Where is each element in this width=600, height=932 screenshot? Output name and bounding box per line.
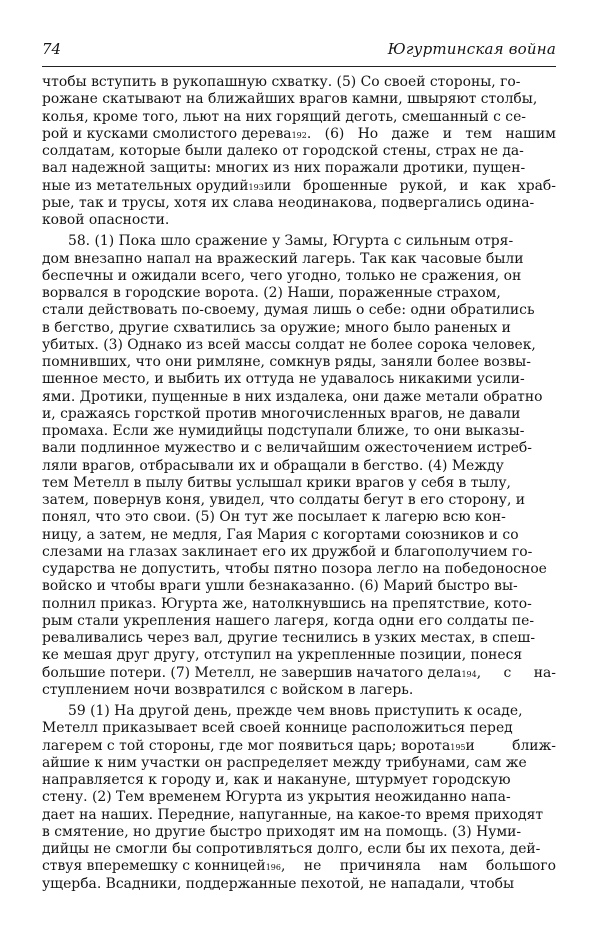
line-text: ступлением ночи возвратился с войском в лагерь. — [42, 681, 414, 698]
running-title: Югуртинская война — [387, 40, 556, 58]
line-text: ями. Дротики, пущенные в них издалека, они даже метали обратно — [42, 388, 543, 405]
line-text: затем, повернув коня, увидел, что солдаты бегут в его сторону, и — [42, 492, 526, 508]
line-text: промаха. Если же нумидийцы подступали ближе, то они выказы- — [42, 423, 525, 439]
line-text-tail: , не причиняла нам большого — [280, 858, 556, 875]
line-text: ствуя вперемешку с конницей — [42, 858, 266, 875]
text-line — [42, 841, 556, 858]
text-line — [42, 406, 556, 423]
line-text: сударства не допустить, чтобы пятно позора легло на победоносное — [42, 561, 547, 577]
text-line — [42, 91, 556, 108]
line-text: убитых. (3) Однако из всей массы солдат не более сорока человек, — [42, 336, 536, 353]
line-text-tail: . (6) Но даже и тем нашим — [306, 125, 556, 142]
text-line — [42, 458, 556, 475]
header-rule — [42, 66, 556, 67]
line-text: ницу, а затем, не медля, Гая Мария с когортами союзников и со — [42, 526, 519, 543]
line-text: тем Метелл в пылу битвы услышал крики врагов у себя в тылу, — [42, 474, 511, 491]
text-line — [42, 578, 556, 595]
line-text: ные из метательных орудий — [42, 177, 249, 194]
line-text: Метелл приказывает всей своей коннице расположиться перед — [42, 720, 513, 737]
line-text: беспечны и ожидали всего, чего угодно, только не сражения, он — [42, 267, 522, 284]
text-line — [42, 423, 556, 440]
text-line — [42, 354, 556, 371]
text-line — [42, 824, 556, 841]
line-text: стену. (2) Тем временем Югурта из укрытия неожиданно напа- — [42, 789, 511, 806]
line-text: войско и чтобы враги ушли безнаказанно. (6) Марий быстро вы- — [42, 578, 518, 595]
line-text: дийцы не смогли бы сопротивляться долго, если бы их пехота, дей- — [42, 841, 541, 857]
text-line — [42, 440, 556, 457]
line-text: дает на наших. Передние, напуганные, на какое-то время приходят — [42, 806, 544, 823]
line-text: ворвался в городские ворота. (2) Наши, пораженные страхом, — [42, 285, 501, 301]
page-header — [42, 40, 556, 62]
text-line: ствуя вперемешку с конницей 196 , не причиняла нам большого — [42, 858, 556, 875]
line-text: рым стали укрепления нашего лагеря, когда одни его солдаты пе- — [42, 612, 535, 629]
text-line — [42, 630, 556, 647]
line-text: понял, что это свои. (5) Он тут же посылает к лагерю всю кон- — [42, 509, 506, 526]
text-line: ные из метательных орудий 193 или брошенные рукой, и как храб- — [42, 177, 556, 194]
text-line — [42, 160, 556, 177]
text-line — [42, 302, 556, 319]
body-text — [42, 74, 556, 893]
line-text-tail: , с на- — [476, 664, 556, 681]
text-line — [42, 789, 556, 806]
line-text: ущерба. Всадники, поддержанные пехотой, не нападали, чтобы — [42, 875, 515, 892]
line-text: айшие к ним участки он распределяет между трибунами, сам же — [42, 754, 527, 771]
text-line — [42, 772, 556, 789]
line-text: и, сражаясь горсткой против многочисленных врагов, не давали — [42, 405, 521, 422]
page-number: 74 — [42, 40, 62, 58]
line-text: ке мешая друг другу, отступил на укрепленные позиции, понеся — [42, 647, 523, 664]
line-text: помнивших, что они римляне, сомкнув ряды, заняли более возвы- — [42, 354, 531, 370]
line-text: дом внезапно напал на вражеский лагерь. Так как часовые были — [42, 250, 524, 267]
line-text: 59 (1) На другой день, прежде чем вновь приступить к осаде, — [68, 703, 523, 719]
line-text: реваливались через вал, другие теснились в узких местах, в спеш- — [42, 630, 536, 646]
line-text: вал надежной защиты: многих из них поражали дротики, пущен- — [42, 160, 526, 177]
text-line — [42, 561, 556, 578]
line-text: шенное место, и выбить их оттуда не удавалось никакими усили- — [42, 371, 525, 388]
line-text-tail: или брошенные рукой, и как храб- — [263, 177, 556, 194]
text-line — [42, 320, 556, 337]
text-line — [42, 109, 556, 126]
line-text: полнил приказ. Югурта же, натолкнувшись на препятствие, кото- — [42, 595, 532, 612]
line-text: рой и кусками смолистого дерева — [42, 125, 292, 142]
text-line — [42, 807, 556, 824]
text-line — [42, 492, 556, 509]
line-text-tail: и ближ- — [465, 737, 556, 754]
line-text: стали действовать по-своему, думая лишь о себе: одни обратились — [42, 302, 535, 319]
text-line — [42, 509, 556, 526]
line-text: лагерем с той стороны, где мог появиться царь; ворота — [42, 737, 451, 754]
line-text: чтобы вступить в рукопашную схватку. (5) Со своей стороны, го- — [42, 74, 521, 90]
text-line — [42, 285, 556, 302]
line-text: слезами на глазах заклинает его их дружбой и благополучием го- — [42, 543, 533, 560]
line-text: в бегство, другие схватились за оружие; много было раненых и — [42, 319, 511, 336]
text-line — [42, 371, 556, 388]
text-line — [42, 876, 556, 893]
text-line — [42, 720, 556, 737]
text-line: большие потери. (7) Метелл, не завершив начатого дела 194 , с на- — [42, 664, 556, 681]
text-line — [42, 544, 556, 561]
line-text: ковой опасности. — [42, 212, 170, 228]
text-line — [42, 143, 556, 160]
text-line — [42, 389, 556, 406]
text-line — [42, 647, 556, 664]
text-line — [42, 703, 556, 720]
line-text: большие потери. (7) Метелл, не завершив начатого дела — [42, 664, 462, 681]
text-line — [42, 755, 556, 772]
text-line — [42, 212, 556, 229]
text-line — [42, 195, 556, 212]
text-line: рой и кусками смолистого дерева 192 . (6) Но даже и тем нашим — [42, 125, 556, 142]
text-line — [42, 233, 556, 250]
line-text: колья, кроме того, льют на них горящий деготь, смешанный с се- — [42, 108, 526, 125]
line-text: направляется к городу и, как и накануне, штурмует городскую — [42, 772, 511, 788]
line-text: ляли врагов, отбрасывали их и обращали в бегство. (4) Между — [42, 457, 504, 474]
text-line — [42, 682, 556, 699]
text-line — [42, 268, 556, 285]
text-line — [42, 613, 556, 630]
text-line — [42, 251, 556, 268]
line-text: в смятение, но другие быстро приходят им на помощь. (3) Нуми- — [42, 823, 522, 840]
line-text: солдатам, которые были далеко от городской стены, страх не да- — [42, 143, 524, 159]
text-line — [42, 596, 556, 613]
text-line — [42, 337, 556, 354]
text-line — [42, 74, 556, 91]
line-text: рые, так и трусы, хотя их слава неодинакова, подвергались одина- — [42, 194, 535, 211]
text-line — [42, 475, 556, 492]
line-text: 58. (1) Пока шло сражение у Замы, Югурта с сильным отря- — [68, 233, 514, 250]
line-text: вали подлинное мужество и с величайшим ожесточением истреб- — [42, 440, 532, 457]
line-text: рожане скатывают на ближайших врагов камни, швыряют столбы, — [42, 91, 538, 108]
text-line — [42, 527, 556, 544]
text-line: лагерем с той стороны, где мог появиться царь; ворота 195 и ближ- — [42, 737, 556, 754]
